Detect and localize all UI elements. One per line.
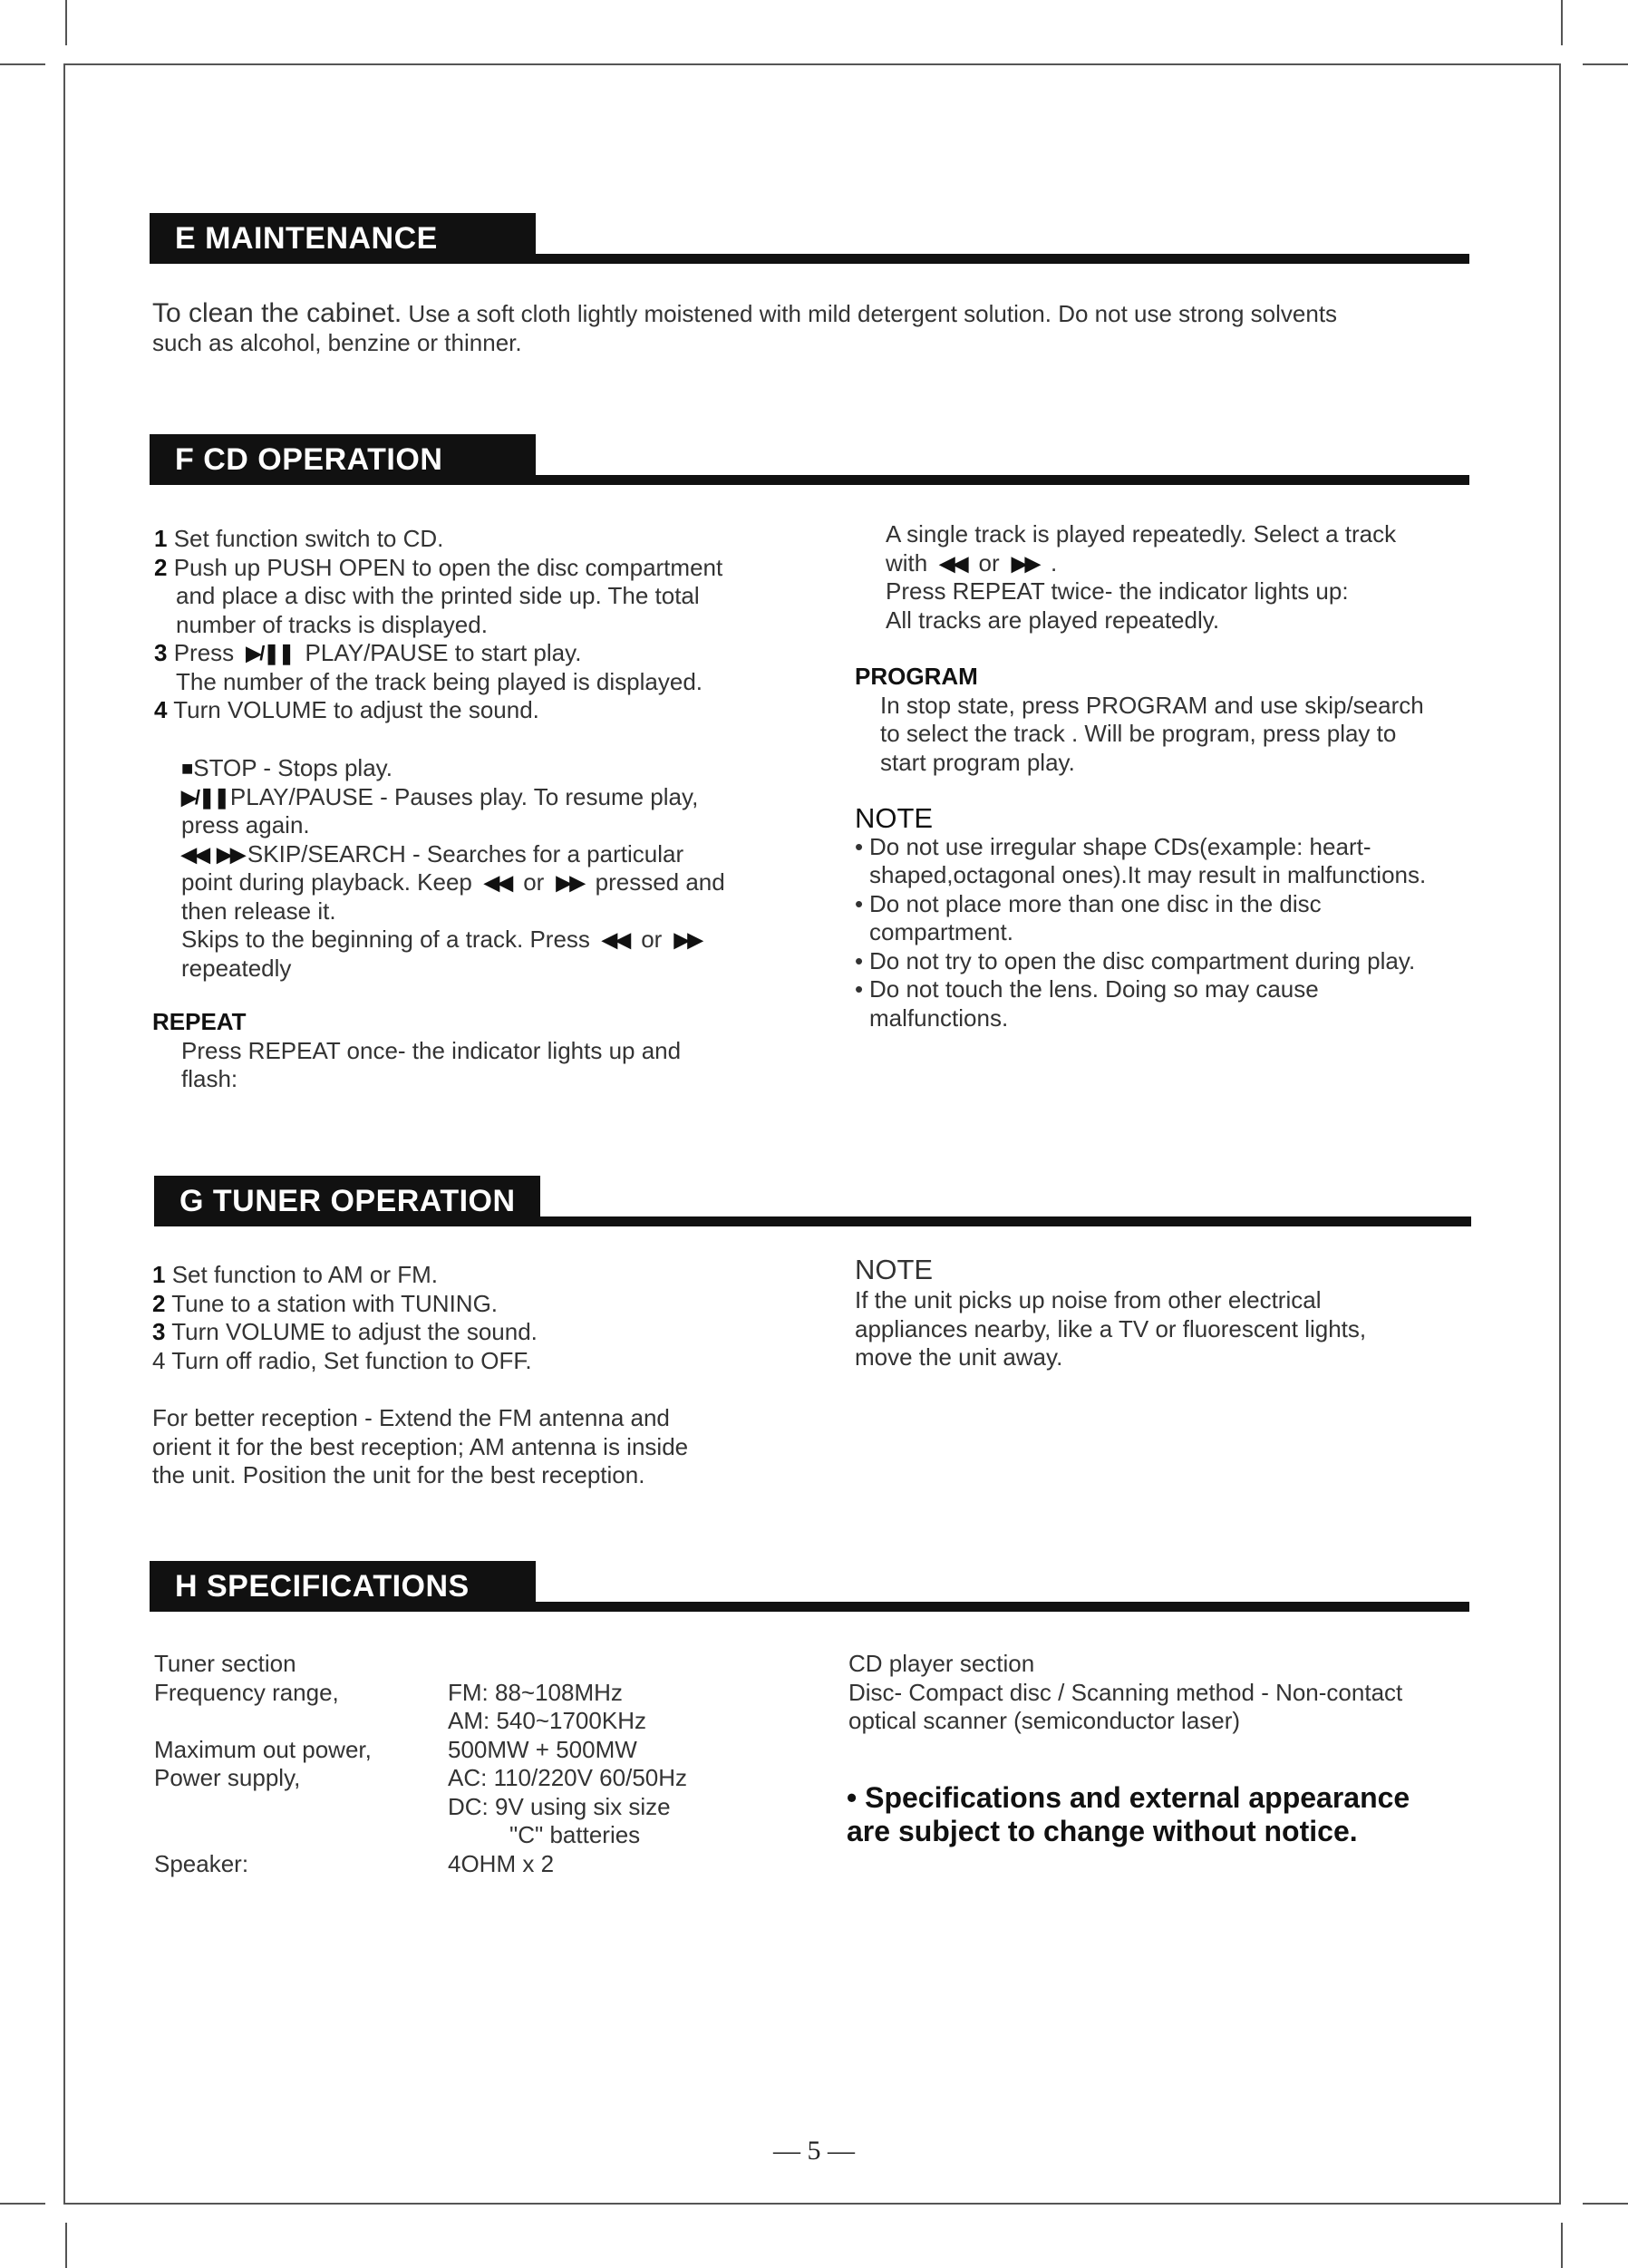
repeat-continued	[886, 520, 1396, 635]
bullet-icon: •	[855, 832, 864, 860]
section-rule	[536, 254, 1469, 264]
step-text: PLAY/PAUSE to start play.	[298, 639, 582, 666]
spec-labels	[154, 1650, 372, 1878]
section-header-cd-operation	[150, 434, 1469, 485]
note-text: If the unit picks up noise from other electrical	[855, 1286, 1322, 1313]
crop-mark	[1561, 0, 1563, 45]
bullet-icon: •	[855, 946, 864, 974]
section-header-maintenance	[150, 213, 1469, 264]
repeat-text: Press REPEAT once- the indicator lights up and	[181, 1036, 682, 1064]
crop-mark	[0, 2203, 45, 2205]
note-text: Do not touch the lens. Doing so may cause	[869, 975, 1319, 1003]
section-title: H SPECIFICATIONS	[150, 1561, 536, 1612]
section-title: E MAINTENANCE	[150, 213, 536, 264]
program-heading: PROGRAM	[855, 663, 978, 690]
tuner-section-label: Tuner section	[154, 1650, 296, 1677]
supply-label: Power supply,	[154, 1764, 301, 1791]
next-icon: ▶▶	[673, 928, 702, 951]
repeat-heading: REPEAT	[152, 1008, 247, 1035]
am-range: AM: 540~1700KHz	[448, 1707, 646, 1734]
play-pause-icon: ▶/❚❚	[181, 785, 228, 809]
bullet-icon: •	[855, 889, 864, 917]
note-text: Do not place more than one disc in the disc	[869, 889, 1322, 917]
step-text: Press	[167, 639, 241, 666]
stop-icon: ■	[181, 757, 192, 780]
cd-notes	[855, 804, 1426, 1032]
note-text: malfunctions.	[869, 1003, 1009, 1032]
play-pause-icon: ▶/❚❚	[246, 642, 294, 664]
step-text: Set function switch to CD.	[167, 525, 444, 552]
bullet-icon: •	[847, 1781, 858, 1814]
frequency-label: Frequency range,	[154, 1678, 339, 1706]
next-icon: ▶▶	[1011, 551, 1039, 575]
page-frame	[63, 63, 1561, 2205]
maintenance-text	[152, 299, 1337, 357]
program-text: to select the track . Will be program, press play to	[880, 720, 1397, 747]
cd-player-specs	[848, 1650, 1402, 1736]
reception-text	[152, 1404, 688, 1490]
play-pause-text: PLAY/PAUSE - Pauses play. To resume play,	[229, 782, 699, 810]
step-number: 1	[152, 1261, 166, 1288]
spec-values	[448, 1650, 687, 1878]
cd-section-label: CD player section	[848, 1650, 1035, 1677]
program-text: In stop state, press PROGRAM and use skip/search	[880, 691, 1424, 719]
next-icon: ▶▶	[217, 842, 244, 866]
power-label: Maximum out power,	[154, 1735, 372, 1763]
crop-mark	[1583, 63, 1628, 65]
step-number: 2	[152, 1289, 166, 1317]
maintenance-line2: such as alcohol, benzine or thinner.	[152, 328, 522, 356]
step-number: 3	[154, 639, 168, 666]
repeat-text: or	[972, 548, 1006, 577]
fm-range: FM: 88~108MHz	[448, 1678, 623, 1706]
tuner-note	[855, 1254, 1366, 1372]
note-text: shaped,octagonal ones).It may result in malfunctions.	[869, 861, 1427, 888]
crop-mark	[1561, 2223, 1563, 2268]
skip-text: or	[516, 868, 551, 896]
dc-value-2: "C" batteries	[509, 1821, 641, 1848]
note-text: Do not try to open the disc compartment during play.	[869, 946, 1416, 974]
maintenance-lead: To clean the cabinet.	[152, 298, 402, 328]
prev-icon: ◀◀	[181, 842, 208, 866]
note-heading: NOTE	[855, 1254, 934, 1285]
program-block	[855, 663, 1424, 777]
section-header-tuner-operation	[154, 1176, 1471, 1226]
skip-text: pressed and	[588, 868, 725, 896]
step-text: Tune to a station with TUNING.	[165, 1289, 499, 1317]
crop-mark	[0, 63, 45, 65]
step-number: 1	[154, 525, 168, 552]
tuner-steps	[152, 1261, 538, 1375]
step-text: Turn VOLUME to adjust the sound.	[165, 1318, 538, 1345]
repeat-text: with	[886, 548, 935, 577]
prev-icon: ◀◀	[602, 928, 629, 951]
step-text: and place a disc with the printed side up. The total	[176, 582, 700, 609]
skip-text: or	[634, 926, 669, 953]
stop-text: STOP - Stops play.	[193, 754, 392, 781]
repeat-text: A single track is played repeatedly. Select a track	[886, 520, 1397, 548]
skip-text: SKIP/SEARCH - Searches for a particular	[247, 839, 684, 867]
step-text: The number of the track being played is displayed.	[176, 667, 703, 695]
repeat-text: flash:	[181, 1065, 238, 1092]
prev-icon: ◀◀	[484, 871, 511, 894]
step-number: 3	[152, 1318, 166, 1345]
crop-mark	[65, 2223, 67, 2268]
step-number: 4	[154, 696, 168, 723]
play-pause-text: press again.	[181, 811, 310, 838]
next-icon: ▶▶	[556, 871, 584, 894]
section-header-specifications	[150, 1561, 1469, 1612]
section-title: F CD OPERATION	[150, 434, 536, 485]
note-text: appliances nearby, like a TV or fluorescent lights,	[855, 1314, 1367, 1342]
skip-text: Skips to the beginning of a track. Press	[181, 926, 597, 953]
crop-mark	[65, 0, 67, 45]
step-text: 4 Turn off radio, Set function to OFF.	[152, 1346, 532, 1374]
skip-text: then release it.	[181, 897, 336, 925]
repeat-text: All tracks are played repeatedly.	[886, 606, 1220, 634]
bullet-icon: •	[855, 975, 864, 1003]
disc-text: Disc- Compact disc / Scanning method - Non-contact	[848, 1678, 1403, 1706]
dc-value: DC: 9V using six size	[448, 1792, 671, 1820]
crop-mark	[1583, 2203, 1628, 2205]
program-text: start program play.	[880, 748, 1075, 776]
prev-icon: ◀◀	[939, 551, 967, 575]
speaker-label: Speaker:	[154, 1849, 249, 1877]
change-notice	[847, 1781, 1410, 1848]
note-text: Do not use irregular shape CDs(example: heart-	[869, 832, 1371, 860]
cd-steps	[154, 525, 722, 725]
power-value: 500MW + 500MW	[448, 1735, 637, 1763]
maintenance-rest: Use a soft cloth lightly moistened with mild detergent solution. Do not use strong solvents	[402, 300, 1338, 327]
disc-text: optical scanner (semiconductor laser)	[848, 1707, 1241, 1734]
skip-text: repeatedly	[181, 954, 292, 982]
section-rule	[536, 1602, 1469, 1612]
note-text: compartment.	[869, 918, 1013, 945]
ac-value: AC: 110/220V 60/50Hz	[448, 1764, 688, 1791]
note-text: move the unit away.	[855, 1343, 1063, 1371]
section-title: G TUNER OPERATION	[154, 1176, 540, 1226]
note-heading: NOTE	[855, 802, 934, 834]
reception-line: the unit. Position the unit for the best reception.	[152, 1461, 645, 1488]
step-text: Turn VOLUME to adjust the sound.	[167, 696, 539, 723]
step-text: Set function to AM or FM.	[165, 1261, 439, 1288]
notice-text: Specifications and external appearance	[865, 1781, 1410, 1814]
repeat-block	[152, 1008, 681, 1094]
page-number: — 5 —	[773, 2136, 855, 2166]
step-text: Push up PUSH OPEN to open the disc compartment	[167, 553, 723, 581]
reception-line: For better reception - Extend the FM antenna and	[152, 1404, 670, 1431]
step-text: number of tracks is displayed.	[176, 610, 488, 638]
step-number: 2	[154, 553, 168, 581]
section-rule	[536, 475, 1469, 485]
cd-buttons	[181, 754, 725, 983]
speaker-value: 4OHM x 2	[448, 1849, 555, 1877]
repeat-text: Press REPEAT twice- the indicator lights up:	[886, 577, 1349, 605]
reception-line: orient it for the best reception; AM antenna is inside	[152, 1432, 689, 1460]
skip-text: point during playback. Keep	[181, 868, 480, 896]
section-rule	[540, 1216, 1471, 1226]
repeat-text: .	[1043, 548, 1058, 577]
notice-text: are subject to change without notice.	[847, 1815, 1358, 1847]
